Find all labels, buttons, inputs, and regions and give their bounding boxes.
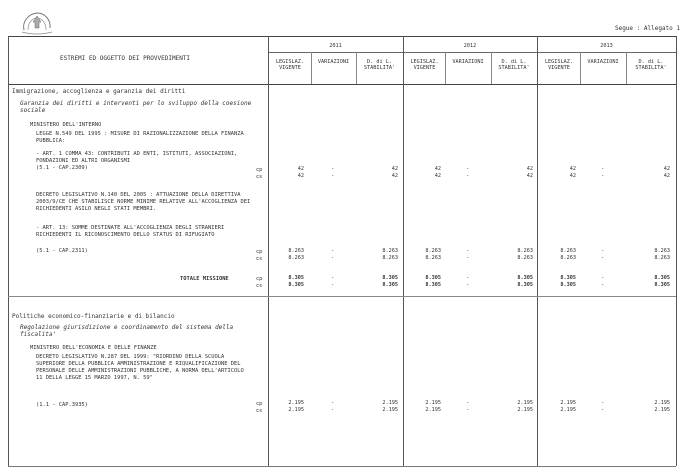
value-cell: 8.263: [288, 248, 304, 254]
dash-cell: -: [331, 282, 335, 288]
dash-cell: -: [466, 407, 470, 413]
value-cell: 8.263: [560, 248, 576, 254]
value-cell: 42: [297, 173, 304, 179]
total-cell: 8.305: [382, 275, 398, 281]
total-cell: 8.305: [517, 275, 533, 281]
col-legislaz-2012: LEGISLAZ. VIGENTE: [410, 59, 439, 72]
dash-cell: -: [466, 248, 470, 254]
value-cell: 2.195: [560, 400, 576, 406]
value-cell: 8.263: [425, 248, 441, 254]
total-cell: 8.305: [425, 282, 441, 288]
value-cell: 2.195: [517, 400, 533, 406]
table-title: ESTREMI ED OGGETTO DEI PROVVEDIMENTI: [60, 55, 191, 62]
value-cell: 2.195: [382, 400, 398, 406]
value-cell: 42: [434, 166, 441, 172]
col-dl-2011: D. di L. STABILITA': [363, 59, 396, 72]
value-cell: 2.195: [654, 407, 670, 413]
law-article: - ART. 1 COMMA 43: CONTRIBUTI AD ENTI, ISTITUTI, ASSOCIAZIONI, FONDAZIONI ED ALTRI ORGANISMI: [36, 151, 238, 164]
dash-cell: -: [466, 275, 470, 281]
total-cell: 8.305: [560, 282, 576, 288]
value-cell: 42: [297, 166, 304, 172]
dash-cell: -: [601, 173, 605, 179]
total-cell: 8.305: [425, 275, 441, 281]
dash-cell: -: [331, 255, 335, 261]
dash-cell: -: [601, 248, 605, 254]
programma-title: Garanzia dei diritti e interventi per lo sviluppo della coesione sociale: [20, 100, 252, 115]
col-dl-2012: D. di L. STABILITA': [498, 59, 530, 72]
dash-cell: -: [601, 282, 605, 288]
value-cell: 2.195: [288, 407, 304, 413]
value-cell: 2.195: [517, 407, 533, 413]
total-cell: 8.305: [288, 282, 304, 288]
total-cell: 8.305: [517, 282, 533, 288]
republic-emblem: [18, 8, 56, 36]
value-cell: 42: [526, 173, 533, 179]
value-cell: 2.195: [425, 400, 441, 406]
year-2011: 2011: [329, 43, 342, 49]
value-cell: 42: [391, 166, 398, 172]
value-cell: 8.263: [654, 248, 670, 254]
missione-title: Politiche economico-finanziarie e di bilancio: [12, 313, 175, 320]
year-2013: 2013: [600, 43, 613, 49]
programma-title: Regolazione giurisdizione e coordinamento del sistema della fiscalita': [20, 324, 234, 339]
value-cell: 8.263: [517, 248, 533, 254]
row-label-cs: cs: [256, 283, 263, 289]
dash-cell: -: [331, 248, 335, 254]
row-label-cs: cs: [256, 256, 263, 262]
law-chapter: (1.1 - CAP.3935): [36, 402, 88, 408]
col-variazioni-2012: VARIAZIONI: [452, 59, 484, 65]
value-cell: 42: [663, 173, 670, 179]
value-cell: 8.263: [288, 255, 304, 261]
row-label-cs: cs: [256, 174, 263, 180]
dash-cell: -: [601, 275, 605, 281]
row-label-cp: cp: [256, 401, 263, 407]
value-cell: 2.195: [654, 400, 670, 406]
law-text: DECRETO LEGISLATIVO N.140 DEL 2005 : ATTUAZIONE DELLA DIRETTIVA 2003/9/CE CHE STABILISCE NORME MINIME RELATIVE ALL'ACCOGLIENZA DEI RICHIEDENTI ASILO NEGLI STATI MEMBRI.: [36, 192, 251, 212]
col-legislaz-2011: LEGISLAZ. VIGENTE: [275, 59, 305, 72]
value-cell: 42: [391, 173, 398, 179]
dash-cell: -: [331, 275, 335, 281]
law-article: - ART. 13: SOMME DESTINATE ALL'ACCOGLIENZA DEGLI STRANIERI RICHIEDENTI IL RICONOSCIMENTO DELLO STATUS DI RIFUGIATO: [36, 225, 225, 238]
dash-cell: -: [331, 407, 335, 413]
missione-title: Immigrazione, accoglienza e garanzia dei diritti: [12, 88, 186, 95]
ministero-label: MINISTERO DELL'INTERNO: [30, 122, 102, 128]
value-cell: 2.195: [425, 407, 441, 413]
value-cell: 8.263: [560, 255, 576, 261]
law-chapter: (5.1 - CAP.2309): [36, 165, 88, 171]
allegato-label: Segue : Allegato 1: [614, 25, 680, 32]
value-cell: 8.263: [654, 255, 670, 261]
value-cell: 42: [569, 166, 576, 172]
total-cell: 8.305: [288, 275, 304, 281]
value-cell: 42: [526, 166, 533, 172]
dash-cell: -: [466, 166, 470, 172]
dash-cell: -: [466, 255, 470, 261]
law-chapter: (5.1 - CAP.2311): [36, 248, 88, 254]
dash-cell: -: [331, 173, 335, 179]
value-cell: 2.195: [382, 407, 398, 413]
row-label-cp: cp: [256, 167, 263, 173]
total-cell: 8.305: [382, 282, 398, 288]
col-legislaz-2013: LEGISLAZ. VIGENTE: [544, 59, 574, 72]
row-label-cp: cp: [256, 276, 263, 282]
value-cell: 8.263: [517, 255, 533, 261]
col-variazioni-2011: VARIAZIONI: [317, 59, 350, 65]
dash-cell: -: [601, 255, 605, 261]
dash-cell: -: [601, 166, 605, 172]
value-cell: 8.263: [382, 255, 398, 261]
value-cell: 8.263: [425, 255, 441, 261]
total-cell: 8.305: [654, 275, 670, 281]
dash-cell: -: [331, 400, 335, 406]
value-cell: 42: [663, 166, 670, 172]
value-cell: 8.263: [382, 248, 398, 254]
ministero-label: MINISTERO DELL'ECONOMIA E DELLE FINANZE: [30, 345, 157, 351]
dash-cell: -: [601, 407, 605, 413]
row-label-cs: cs: [256, 408, 263, 414]
totale-missione-label: TOTALE MISSIONE: [180, 276, 229, 282]
total-cell: 8.305: [560, 275, 576, 281]
value-cell: 42: [569, 173, 576, 179]
value-cell: 2.195: [288, 400, 304, 406]
col-dl-2013: D. di L. STABILITA': [635, 59, 667, 72]
value-cell: 42: [434, 173, 441, 179]
dash-cell: -: [466, 173, 470, 179]
col-variazioni-2013: VARIAZIONI: [587, 59, 619, 65]
value-cell: 2.195: [560, 407, 576, 413]
law-text: DECRETO LEGISLATIVO N.287 DEL 1999: "RIORDINO DELLA SCUOLA SUPERIORE DELLA PUBBLICA AMMINISTRAZIONE E RIQUALIFICAZIONE DEL PERSONALE DELLE AMMINISTRAZIONI PUBBLICHE, A NORMA DELL'ARTICOLO 11 DELLA LEGGE 15 MARZO 1997, N. 59": [36, 354, 244, 381]
row-label-cp: cp: [256, 249, 263, 255]
dash-cell: -: [466, 282, 470, 288]
law-text: LEGGE N.549 DEL 1995 : MISURE DI RAZIONALIZZAZIONE DELLA FINANZA PUBBLICA:: [36, 131, 244, 144]
dash-cell: -: [331, 166, 335, 172]
dash-cell: -: [601, 400, 605, 406]
total-cell: 8.305: [654, 282, 670, 288]
year-2012: 2012: [463, 43, 477, 49]
dash-cell: -: [466, 400, 470, 406]
